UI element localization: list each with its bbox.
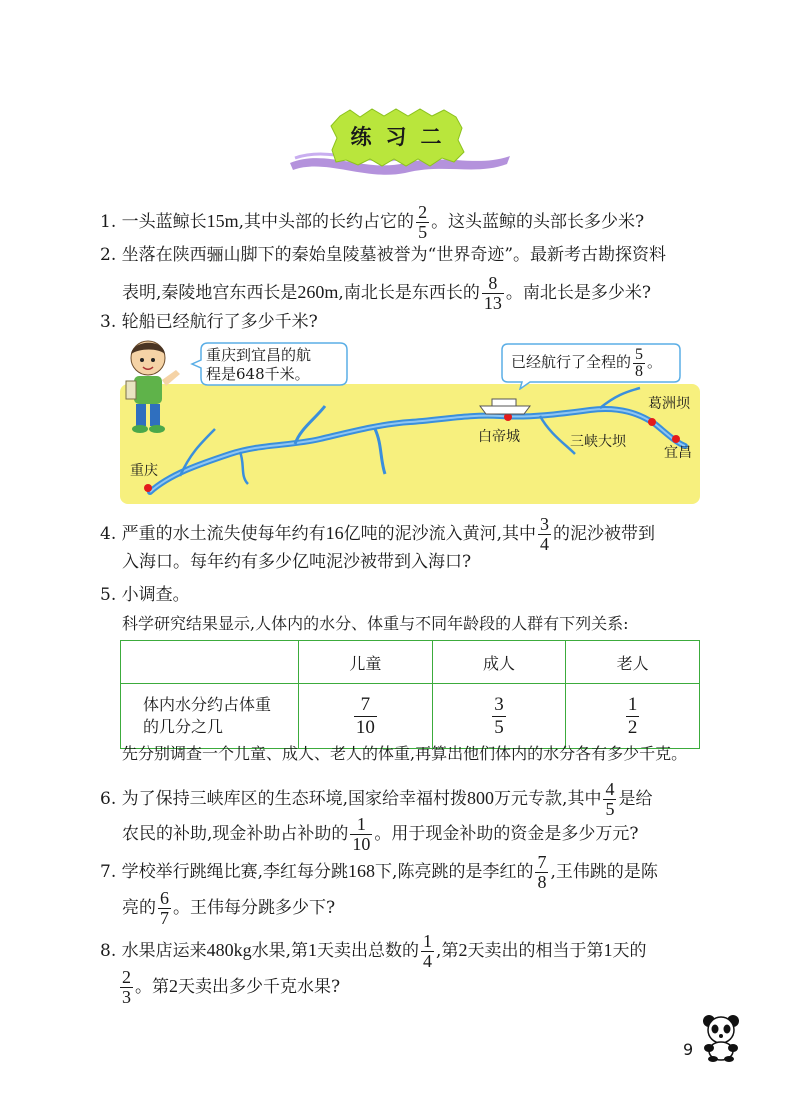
problem-value: 260m [297,282,339,302]
problem-text: 水果店运来 [121,941,207,961]
problem-6-line-2 [122,815,639,854]
problem-value: 15m [206,211,239,231]
problem-6-line-1 [100,780,652,819]
problem-8-line-2 [118,968,340,1007]
problem-number: 4. [100,524,117,544]
bubble-2-text [511,344,662,380]
problem-number: 6. [100,789,117,809]
problem-value: 1 [603,940,613,960]
table-cell-elder: $\frac{1}{2}$ [566,684,700,749]
problem-text: 水果,第 [251,941,309,961]
problem-value: 800 [467,788,495,808]
map-label-baidicheng: 白帝城 [478,429,520,445]
fraction: $\frac{2}{5}$ [418,202,428,242]
table-header-elder: 老人 [566,641,700,684]
problem-value: 480kg [206,940,252,960]
problem-text: 小调查。 [121,585,190,605]
problem-text: ,其中头部的长约占它的 [238,212,415,232]
problem-text: 是给 [618,789,653,809]
problem-text: 。南北长是多少米? [505,283,651,303]
problem-3 [100,310,318,334]
problem-number: 7. [100,862,117,882]
fraction: $\frac{6}{7}$ [160,888,169,928]
water-weight-table [120,640,700,749]
page-number: 9 [683,1040,694,1059]
bubble-1-line-1: 重庆到宜昌的航 [206,346,312,364]
map-label-chongqing: 重庆 [130,463,158,479]
problem-number: 3. [100,312,117,332]
problem-text: 表明,秦陵地宫东西长是 [122,283,298,303]
fraction: $\frac{1}{10}$ [352,814,371,854]
map-label-yichang: 宜昌 [664,445,692,461]
fraction: $\frac{1}{4}$ [423,931,433,971]
panda-icon [700,1012,744,1062]
problem-text: 的泥沙被带到 [553,524,656,544]
map-label-gezhouba: 葛洲坝 [648,396,690,412]
problem-text: 。这头蓝鲸的头部长多少米? [431,212,645,232]
problem-1 [100,203,644,242]
problem-text: 严重的水土流失使每年约有 [121,524,326,544]
row-label-line: 体内水分约占体重 [143,695,272,714]
problem-5-footer: 先分别调查一个儿童、成人、老人的体重,再算出他们体内的水分各有多少千克。 [122,744,688,763]
problem-7-line-1 [100,853,658,892]
problem-text: 天卖出的相当于第 [467,941,604,961]
problem-7-line-2 [122,889,335,928]
problem-text: 农民的补助,现金补助占补助的 [122,824,349,844]
problem-number: 2. [100,245,117,265]
problem-text: 天的 [612,941,647,961]
problem-text: 一头蓝鲸长 [121,212,207,232]
table-cell-child: $\frac{7}{10}$ [299,684,433,749]
table-cell-adult: $\frac{3}{5}$ [432,684,566,749]
table-header-empty [121,641,299,684]
problem-2-line-1 [100,243,666,267]
problem-text: 亿吨的泥沙流入黄河,其中 [343,524,537,544]
fraction: $\frac{2}{3}$ [122,967,131,1007]
problem-number: 1. [100,212,117,232]
page-title: 练习二 [350,125,456,149]
problem-value: 2 [169,976,178,996]
fraction: $\frac{7}{8}$ [537,852,547,892]
problem-text: 万元专款,其中 [494,789,602,809]
problem-value: 2 [458,940,468,960]
row-label-line: 的几分之几 [143,717,224,736]
fraction: $\frac{5}{8}$ [635,345,644,380]
problem-text: 。第 [135,977,169,997]
problem-value: 168 [348,861,376,881]
problem-text: ,南北长是东西长的 [338,283,480,303]
problem-text: 入海口。每年约有多少亿吨泥沙被带到入海口? [122,552,472,572]
problem-text: 下,陈亮跳的是李红的 [375,862,534,882]
bubble-1-line-2: 程是648千米。 [206,365,310,383]
problem-text: 坐落在陕西骊山脚下的秦始皇陵墓被誉为“世界奇迹”。最新考古勘探资料 [121,245,667,265]
problem-text: 轮船已经航行了多少千米? [121,312,318,332]
problem-text: 亮的 [122,898,156,918]
problem-value: 1 [308,940,318,960]
problem-4-line-2 [122,550,471,574]
problem-8-line-1 [100,932,646,971]
problem-5-intro: 科学研究结果显示,人体内的水分、体重与不同年龄段的人群有下列关系: [122,614,629,633]
fraction: $\frac{4}{5}$ [605,779,615,819]
table-header-child: 儿童 [299,641,433,684]
problem-value: 16 [325,523,344,543]
fraction: $\frac{8}{13}$ [483,273,502,313]
problem-text: 。用于现金补助的资金是多少万元? [374,824,639,844]
problem-text: 为了保持三峡库区的生态环境,国家给幸福村拨 [121,789,468,809]
problem-2-line-2 [122,274,651,313]
boy-illustration [118,336,184,436]
problem-text: ,王伟跳的是陈 [550,862,658,882]
problem-number: 8. [100,941,117,961]
map-label-sanxia: 三峡大坝 [570,434,626,450]
problem-number: 5. [100,585,117,605]
problem-text: 。王伟每分跳多少下? [173,898,336,918]
table-header-adult: 成人 [432,641,566,684]
problem-4-line-1 [100,515,655,554]
table-row-label [121,684,299,749]
problem-text: 学校举行跳绳比赛,李红每分跳 [121,862,349,882]
problem-text: 天卖出总数的 [317,941,420,961]
problem-5 [100,583,190,607]
fraction: $\frac{3}{4}$ [540,514,550,554]
bubble-text: 。 [647,353,663,371]
problem-text: ,第 [436,941,459,961]
bubble-text: 已经航行了全程的 [511,353,632,371]
problem-text: 天卖出多少千克水果? [178,977,341,997]
